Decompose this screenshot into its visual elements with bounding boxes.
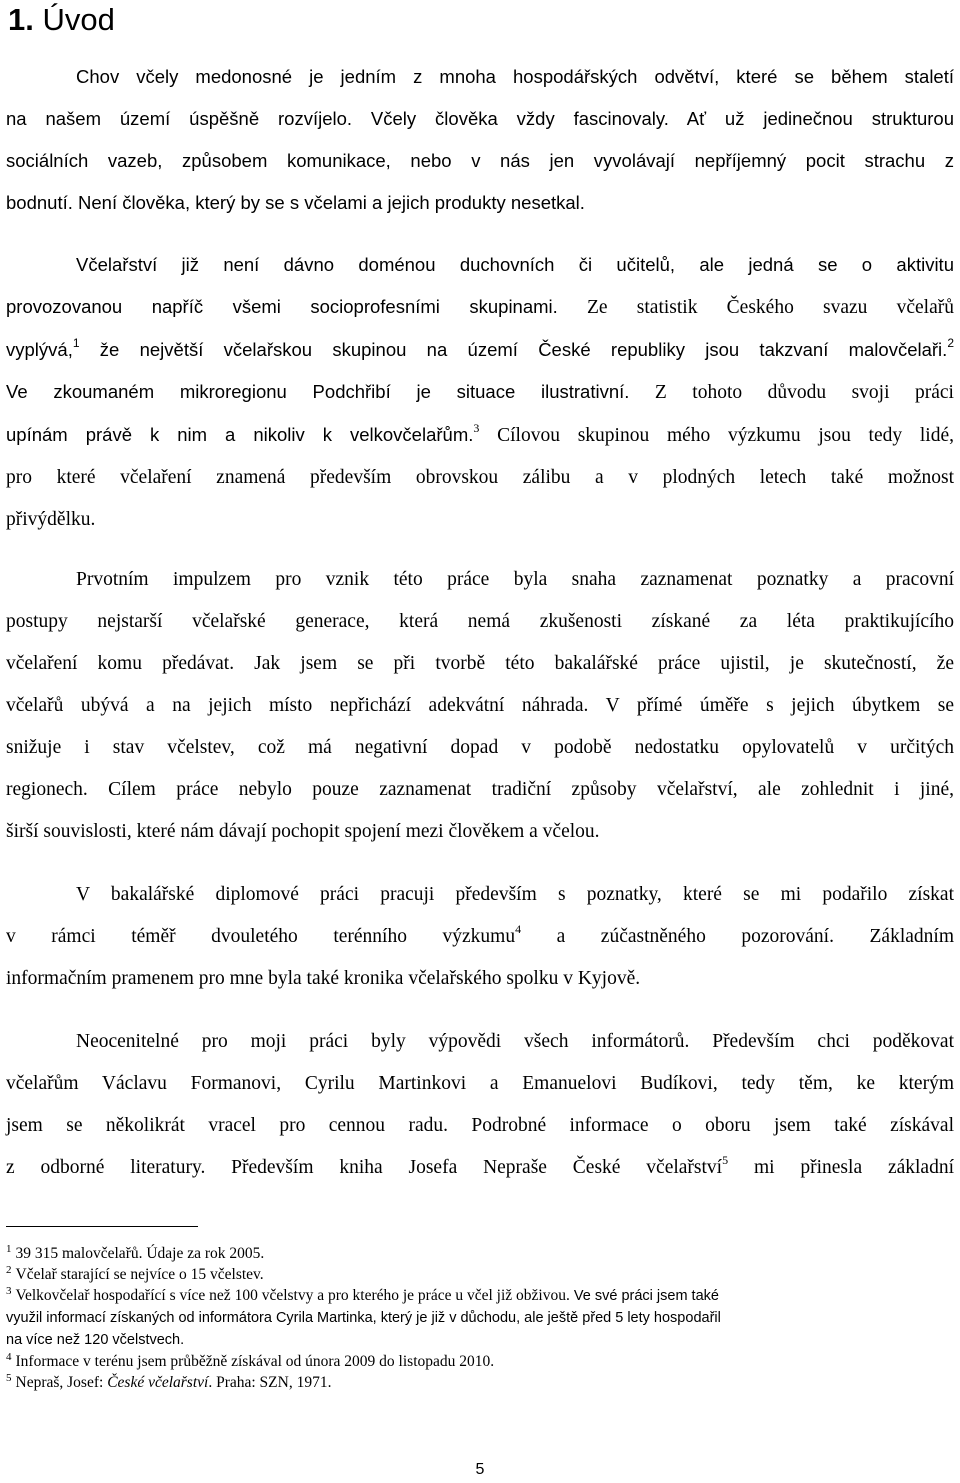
paragraph-line: bodnutí. Není člověka, který by se s včelami a jejich produkty nesetkal. bbox=[6, 192, 585, 213]
paragraph-text: upínám právě k nim a nikoliv k velkovčelařům. bbox=[6, 424, 474, 445]
paragraph-line: snižuje i stav včelstev, což má negativní dopad v podobě nedostatku opylovatelů v určitých bbox=[6, 737, 954, 758]
paragraph-line: včelařů ubývá a na jejich místo nepřichází adekvátní náhrada. V přímé úměře s jejich úbytkem se bbox=[6, 695, 954, 716]
paragraph-line: pro které včelaření znamená především obrovskou zálibu a v plodných letech také možnost bbox=[6, 467, 954, 488]
paragraph-text: a zúčastněného pozorování. Základním bbox=[521, 926, 954, 947]
paragraph-line: informačním pramenem pro mne byla také kronika včelařského spolku v Kyjově. bbox=[6, 968, 641, 989]
paragraph-line: Chov včely medonosné je jedním z mnoha hospodářských odvětví, které se během staletí bbox=[76, 66, 954, 87]
footnote-ref[interactable]: 2 bbox=[947, 336, 954, 350]
footnote-number: 4 bbox=[6, 1351, 12, 1363]
paragraph-line: Prvotním impulzem pro vznik této práce byla snaha zaznamenat poznatky a pracovní bbox=[76, 569, 954, 590]
footnote-ref[interactable]: 3 bbox=[473, 421, 480, 435]
paragraph-text: Cílovou skupinou mého výzkumu jsou tedy lidé, bbox=[479, 425, 954, 446]
paragraph-text: z odborné literatury. Především kniha Josefa Nepraše České včelařství bbox=[6, 1157, 723, 1178]
paragraph-text: Ve zkoumaném mikroregionu Podchřibí je situace ilustrativní. bbox=[6, 381, 630, 402]
footnote-number: 3 bbox=[6, 1285, 12, 1297]
footnotes bbox=[6, 1243, 954, 1393]
footnote-text: Nepraš, Josef: bbox=[15, 1374, 108, 1391]
paragraph-line: Včelařství již není dávno doménou duchovních či učitelů, ale jedná se o aktivitu bbox=[76, 254, 954, 275]
paragraph-line bbox=[6, 286, 954, 329]
footnote bbox=[6, 1243, 954, 1264]
chapter-heading bbox=[8, 0, 115, 40]
paragraph-line: včelařům Václavu Formanovi, Cyrilu Martinkovi a Emanuelovi Budíkovi, tedy těm, ke kterým bbox=[6, 1073, 954, 1094]
footnote-number: 5 bbox=[6, 1372, 12, 1384]
paragraph-line bbox=[6, 1147, 954, 1189]
footnote-text: využil informací získaných od informátora Cyrila Martinka, který je již v důchodu, ale ještě před 5 lety hospodařil bbox=[6, 1310, 721, 1326]
chapter-number: 1. bbox=[8, 2, 34, 37]
footnote bbox=[6, 1372, 954, 1393]
footnote-ref[interactable]: 1 bbox=[72, 336, 80, 350]
paragraph-line: širší souvislosti, které nám dávají pochopit spojení mezi člověkem a včelou. bbox=[6, 821, 600, 842]
paragraph-line bbox=[6, 329, 954, 371]
paragraph-line: na našem území úspěšně rozvíjelo. Včely člověka vždy fascinovaly. Ať už jedinečnou strukturou bbox=[6, 108, 954, 129]
footnote-text: . Praha: SZN, 1971. bbox=[208, 1374, 332, 1391]
footnote-number: 2 bbox=[6, 1264, 12, 1276]
footnote-line bbox=[6, 1307, 954, 1329]
paragraph-line bbox=[6, 414, 954, 457]
footnote bbox=[6, 1285, 954, 1307]
paragraph-text: vyplývá, bbox=[6, 339, 73, 360]
footnote-ref[interactable]: 4 bbox=[515, 922, 522, 936]
paragraph-text: mi přinesla základní bbox=[728, 1157, 954, 1178]
paragraph-line: regionech. Cílem práce nebylo pouze zaznamenat tradiční způsoby včelařství, ale zohlednit i jiné, bbox=[6, 779, 954, 800]
footnote-text: Informace v terénu jsem průběžně získával od února 2009 do listopadu 2010. bbox=[15, 1353, 495, 1370]
paragraph-line: včelaření komu předávat. Jak jsem se při tvorbě této bakalářské práce ujistil, je skutečností, že bbox=[6, 653, 954, 674]
paragraph-line: postupy nejstarší včelařské generace, která nemá zkušenosti získané za léta praktikujícího bbox=[6, 611, 954, 632]
paragraph-5 bbox=[6, 1021, 954, 1189]
paragraph-3 bbox=[6, 559, 954, 853]
paragraph-line: V bakalářské diplomové práci pracuji především s poznatky, které se mi podařilo získat bbox=[76, 884, 954, 905]
paragraph-2 bbox=[6, 244, 954, 541]
paragraph-line: sociálních vazeb, způsobem komunikace, nebo v nás jen vyvolávají nepříjemný pocit strachu z bbox=[6, 150, 954, 171]
paragraph-text: Z tohoto důvodu svoji práci bbox=[629, 382, 954, 403]
paragraph-text: Ze statistik Českého svazu včelařů bbox=[557, 297, 954, 318]
footnote bbox=[6, 1351, 954, 1372]
book-title: České včelařství bbox=[107, 1374, 209, 1391]
paragraph-line bbox=[6, 371, 954, 414]
paragraph-line bbox=[6, 916, 954, 958]
paragraph-1 bbox=[6, 56, 954, 224]
footnote-text: Velkovčelař hospodařící s více než 100 včelstvy a pro kterého je práce u včel již obživou. bbox=[15, 1287, 570, 1304]
paragraph-4 bbox=[6, 874, 954, 1000]
chapter-title: Úvod bbox=[42, 2, 115, 37]
footnote-text: Ve své práci jsem také bbox=[569, 1288, 719, 1304]
footnote-text: na více než 120 včelstvech. bbox=[6, 1332, 185, 1348]
footnote-ref[interactable]: 5 bbox=[722, 1153, 729, 1167]
page-number: 5 bbox=[475, 1461, 485, 1478]
paragraph-line: jsem se několikrát vracel pro cennou radu. Podrobné informace o oboru jsem také získával bbox=[6, 1115, 954, 1136]
footnote-text: Včelař starající se nejvíce o 15 včelstev. bbox=[15, 1266, 264, 1283]
paragraph-line: přivýdělku. bbox=[6, 509, 96, 530]
paragraph-text: že největší včelařskou skupinou na území České republiky jsou takzvaní malovčelaři. bbox=[79, 339, 948, 360]
paragraph-line: Neocenitelné pro moji práci byly výpovědi všech informátorů. Především chci poděkovat bbox=[76, 1031, 954, 1052]
paragraph-text: v rámci téměř dvouletého terénního výzkumu bbox=[6, 926, 516, 947]
footnote-separator bbox=[6, 1226, 198, 1227]
footnote-number: 1 bbox=[6, 1243, 12, 1255]
footnote bbox=[6, 1264, 954, 1285]
footnote-line bbox=[6, 1329, 954, 1351]
footnote-text: 39 315 malovčelařů. Údaje za rok 2005. bbox=[15, 1245, 265, 1262]
paragraph-text: provozovanou napříč všemi socioprofesními skupinami. bbox=[6, 296, 558, 317]
